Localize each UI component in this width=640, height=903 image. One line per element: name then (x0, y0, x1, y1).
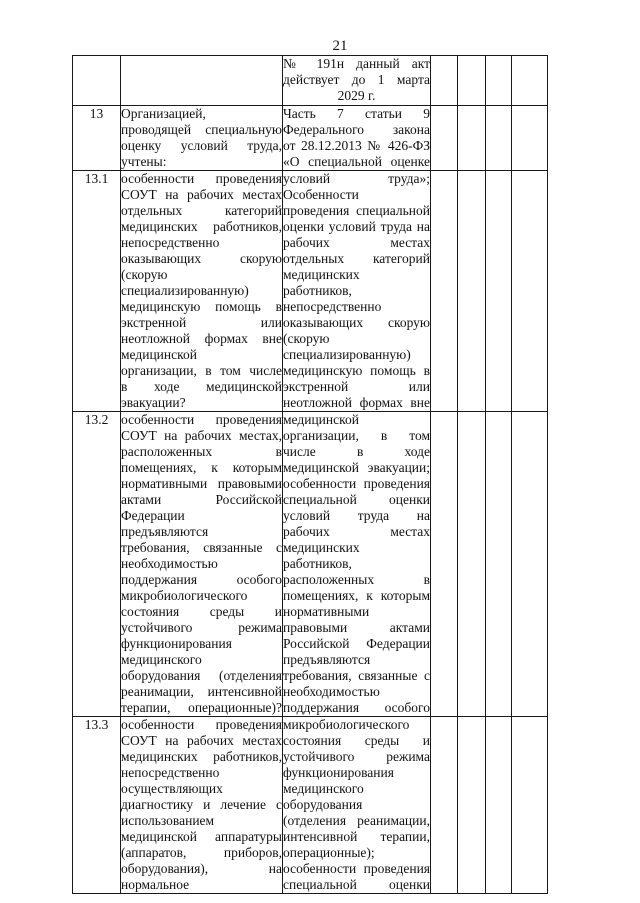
text-line: Организацией, (121, 106, 206, 121)
answer-yes-cell[interactable] (431, 412, 458, 717)
text-line: в ходе медицинской (121, 379, 282, 394)
text-line: работников, (283, 283, 352, 298)
notes-cell[interactable] (512, 106, 548, 171)
text-line: интенсивной терапии, (283, 829, 430, 844)
text-line: медицинской (283, 412, 359, 427)
question-cell (121, 56, 283, 106)
answer-yes-cell[interactable] (431, 56, 458, 106)
answer-no-cell[interactable] (458, 56, 486, 106)
legal-basis-cell (283, 717, 431, 894)
text-line: Часть 7 статьи 9 (283, 106, 430, 121)
text-line: устойчивого режима (121, 620, 282, 635)
text-line: поддержания особого (283, 700, 430, 715)
text-line: оценки условий труда на (283, 219, 430, 234)
answer-na-cell[interactable] (486, 56, 512, 106)
question-cell (121, 412, 283, 717)
text-line: рабочих местах (283, 235, 430, 250)
notes-cell[interactable] (512, 717, 548, 894)
text-line: условий труда»; (283, 171, 430, 186)
text-line: медицинской аппаратуры (121, 829, 282, 844)
text-line: Российской Федерации (283, 636, 430, 651)
table-row (73, 56, 548, 106)
text-line: терапии, операционные)? (121, 700, 282, 715)
notes-cell[interactable] (512, 412, 548, 717)
text-line: особенности проведения (283, 476, 430, 491)
answer-na-cell[interactable] (486, 412, 512, 717)
text-line: (отделения реанимации, (283, 813, 430, 828)
text-line: специальной оценки (283, 877, 430, 892)
text-line: предъявляются (121, 524, 209, 539)
text-line: особенности проведения (121, 412, 282, 427)
text-line: нормативными правовыми (121, 476, 282, 491)
text-line: операционные); (283, 845, 375, 860)
text-line: использованием (121, 813, 215, 828)
text-line: неотложной формах вне (121, 331, 282, 346)
answer-yes-cell[interactable] (431, 717, 458, 894)
text-line: отдельных категорий (283, 251, 430, 266)
question-cell (121, 717, 283, 894)
text-line: осуществляющих (121, 781, 223, 796)
text-line: непосредственно (283, 299, 382, 314)
row-number-cell: 13.1 (73, 171, 121, 412)
answer-yes-cell[interactable] (431, 171, 458, 412)
text-line: (аппаратов, приборов, (121, 845, 282, 860)
question-cell (121, 171, 283, 412)
row-number-cell: 13.2 (73, 412, 121, 717)
text-line: функционирования (121, 636, 232, 651)
page-number: 21 (332, 38, 348, 54)
table-row (73, 717, 548, 894)
text-line: оборудования), на (121, 861, 282, 876)
text-line: медицинской (121, 347, 197, 362)
text-line: неотложной формах вне (283, 395, 430, 410)
row-number-cell: 13 (73, 106, 121, 171)
answer-no-cell[interactable] (458, 106, 486, 171)
text-line: поддержания особого (121, 572, 282, 587)
text-line: особенности проведения (283, 861, 430, 876)
text-line: функционирования (283, 765, 394, 780)
text-line: нормативными (283, 604, 370, 619)
text-line: медицинских работников, (121, 219, 282, 234)
text-line: медицинской эвакуации; (283, 460, 430, 475)
text-line: условий труда на (283, 508, 430, 523)
text-line: особенности проведения (121, 171, 282, 186)
text-line: требования, связанные с (121, 540, 282, 555)
text-line: нормальное (121, 877, 190, 892)
answer-na-cell[interactable] (486, 717, 512, 894)
text-line: экстренной или (121, 315, 282, 330)
text-line: помещениях, к которым (283, 588, 430, 603)
text-line: медицинскую помощь в (121, 299, 282, 314)
legal-basis-cell (283, 412, 431, 717)
checklist-table (72, 55, 548, 894)
legal-basis-cell (283, 171, 431, 412)
text-line: СОУТ на рабочих местах, (121, 428, 282, 443)
row-number-cell (73, 56, 121, 106)
text-line: (скорую (283, 331, 330, 346)
text-line: медицинскую помощь в (283, 363, 430, 378)
text-line: реанимации, интенсивной (121, 684, 282, 699)
text-line: 2029 г. (337, 88, 376, 103)
text-line: оценку условий труда, (121, 138, 282, 153)
text-line: устойчивого режима (283, 749, 430, 764)
text-line: «О специальной оценке (283, 154, 430, 169)
text-line: правовыми актами (283, 620, 430, 635)
text-line: особенности проведения (121, 717, 282, 732)
question-cell (121, 106, 283, 171)
text-line: медицинских (283, 540, 360, 555)
answer-na-cell[interactable] (486, 106, 512, 171)
text-line: от 28.12.2013 № 426-ФЗ (283, 138, 430, 153)
text-line: работников, (283, 556, 352, 571)
text-line: непосредственно (121, 235, 220, 250)
text-line: состояния среды и (121, 604, 282, 619)
text-line: непосредственно (121, 765, 220, 780)
legal-basis-cell (283, 106, 431, 171)
text-line: микробиологического (121, 588, 248, 603)
text-line: № 191н данный акт (283, 56, 430, 71)
text-line: актами Российской (121, 492, 282, 507)
text-line: учтены: (121, 154, 167, 169)
text-line: проводящей специальную (121, 122, 282, 137)
text-line: числе в ходе (283, 444, 430, 459)
text-line: СОУТ на рабочих местах (121, 733, 282, 748)
text-line: оказывающих скорую (283, 315, 430, 330)
table-row (73, 412, 548, 717)
legal-basis-cell (283, 56, 431, 106)
text-line: требования, связанные с (283, 668, 430, 683)
answer-yes-cell[interactable] (431, 106, 458, 171)
notes-cell[interactable] (512, 56, 548, 106)
row-number-cell: 13.3 (73, 717, 121, 894)
text-line: рабочих местах (283, 524, 430, 539)
answer-no-cell[interactable] (458, 717, 486, 894)
text-line: предъявляются (283, 652, 371, 667)
text-line: состояния среды и (283, 733, 430, 748)
table-row (73, 106, 548, 171)
table-row (73, 171, 548, 412)
text-line: экстренной или (283, 379, 430, 394)
text-line: необходимостью (283, 684, 380, 699)
text-line: медицинского (121, 652, 202, 667)
text-line: расположенных в (283, 572, 430, 587)
text-line: специальной оценки (283, 492, 430, 507)
text-line: специализированную) (283, 347, 411, 362)
answer-na-cell[interactable] (486, 171, 512, 412)
text-line: эвакуации? (121, 395, 186, 410)
text-line: диагностику и лечение с (121, 797, 282, 812)
text-line: СОУТ на рабочих местах (121, 187, 282, 202)
text-line: микробиологического (283, 717, 410, 732)
text-line: медицинских работников, (121, 749, 282, 764)
answer-no-cell[interactable] (458, 171, 486, 412)
text-line: оказывающих скорую (121, 251, 282, 266)
text-line: Федерации (121, 508, 185, 523)
notes-cell[interactable] (512, 171, 548, 412)
text-line: (скорую (121, 267, 168, 282)
text-line: необходимостью (121, 556, 218, 571)
text-line: отдельных категорий (121, 203, 282, 218)
text-line: медицинских (283, 267, 360, 282)
text-line: оборудования (отделения (121, 668, 282, 683)
text-line: специализированную) (121, 283, 249, 298)
answer-no-cell[interactable] (458, 412, 486, 717)
text-line: оборудования (283, 797, 363, 812)
text-line: медицинского (283, 781, 364, 796)
text-line: помещениях, к которым (121, 460, 282, 475)
text-line: Особенности (283, 187, 359, 202)
text-line: расположенных в (121, 444, 282, 459)
text-line: действует до 1 марта (283, 72, 430, 87)
text-line: организации, в том числе (121, 363, 282, 378)
text-line: организации, в том (283, 428, 430, 443)
text-line: проведения специальной (283, 203, 430, 218)
text-line: Федерального закона (283, 122, 430, 137)
